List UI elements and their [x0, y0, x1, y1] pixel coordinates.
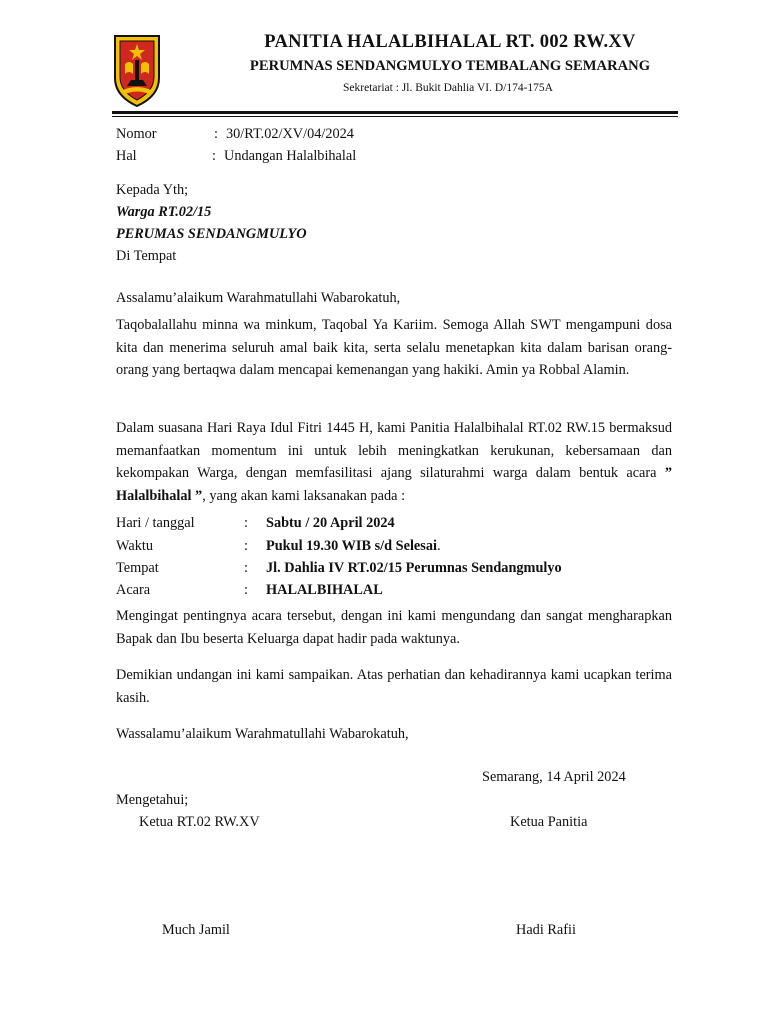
hal-value: Undangan Halalbihalal [224, 148, 357, 164]
paragraph-1: Taqobalallahu minna wa minkum, Taqobal Ya Kariim. Semoga Allah SWT mengampuni dosa kita dan menerima seluruh amal baik kita, serta selalu menetapkan kita dalam barisan orang-orang yang bertaqwa dalam mencapai kemenangan yang hakiki. Amin ya Robbal Alamin. [116, 317, 672, 378]
recipient-line-3: PERUMAS SENDANGMULYO [116, 226, 307, 242]
nomor-colon: : [214, 126, 218, 142]
event-value-time-suffix: . [436, 538, 441, 554]
right-signatory-role: Ketua Panitia [510, 814, 588, 830]
event-colon-date: : [244, 515, 248, 531]
event-label-place: Tempat [116, 560, 159, 576]
event-colon-agenda: : [244, 582, 248, 598]
event-label-date: Hari / tanggal [116, 515, 195, 531]
closing-greeting: Wassalamu’alaikum Warahmatullahi Wabarokatuh, [116, 726, 409, 742]
nomor-label: Nomor [116, 126, 157, 142]
mengetahui-label: Mengetahui; [116, 792, 189, 808]
event-value-agenda: HALALBIHALAL [266, 582, 383, 598]
event-value-place: Jl. Dahlia IV RT.02/15 Perumnas Sendangmulyo [266, 560, 562, 576]
event-name-emphasis: ” Halalbihalal ” [116, 465, 672, 504]
event-label-time: Waktu [116, 538, 153, 554]
event-colon-time: : [244, 538, 248, 554]
paragraph-3: Mengingat pentingnya acara tersebut, dengan ini kami mengundang dan sangat mengharapkan Bapak dan Ibu beserta Keluarga dapat hadir pada waktunya. [116, 608, 672, 647]
event-value-time: Pukul 19.30 WIB s/d Selesai [266, 538, 437, 554]
recipient-line-2: Warga RT.02/15 [116, 204, 212, 220]
header-rule-thin [112, 116, 678, 117]
nomor-value: 30/RT.02/XV/04/2024 [226, 126, 354, 142]
event-colon-place: : [244, 560, 248, 576]
org-subtitle: PERUMNAS SENDANGMULYO TEMBALANG SEMARANG [249, 58, 651, 74]
paragraph-2-text: Dalam suasana Hari Raya Idul Fitri 1445 H, kami Panitia Halalbihalal RT.02 RW.15 bermaksud memanfaatkan momentum ini untuk lebih meningkatkan kerukunan, kebersamaan dan kekompakan Warga, dengan memfasilitasi ajang silaturahmi warga dalam bentuk acara [116, 420, 672, 481]
paragraph-2-tail: , yang akan kami laksanakan pada : [202, 487, 406, 504]
recipient-line-4: Di Tempat [116, 248, 177, 264]
city-emblem-logo [113, 34, 161, 108]
right-signatory-name: Hadi Rafii [516, 922, 576, 938]
greeting: Assalamu’alaikum Warahmatullahi Wabarokatuh, [116, 290, 401, 306]
hal-colon: : [212, 148, 216, 164]
secretariat-address: Sekretariat : Jl. Bukit Dahlia VI. D/174-175A [343, 82, 553, 94]
place-date: Semarang, 14 April 2024 [482, 769, 626, 785]
header-rule-thick [112, 111, 678, 114]
paragraph-4: Demikian undangan ini kami sampaikan. Atas perhatian dan kehadirannya kami ucapkan terima kasih. [116, 667, 672, 706]
event-value-time-row [266, 535, 441, 557]
paragraph-2 [116, 417, 672, 507]
hal-label: Hal [116, 148, 137, 164]
org-title: PANITIA HALALBIHALAL RT. 002 RW.XV [264, 32, 636, 52]
event-label-agenda: Acara [116, 582, 151, 598]
event-value-date: Sabtu / 20 April 2024 [266, 515, 395, 531]
left-signatory-role: Ketua RT.02 RW.XV [139, 814, 260, 830]
recipient-line-1: Kepada Yth; [116, 182, 189, 198]
left-signatory-name: Much Jamil [162, 922, 230, 938]
